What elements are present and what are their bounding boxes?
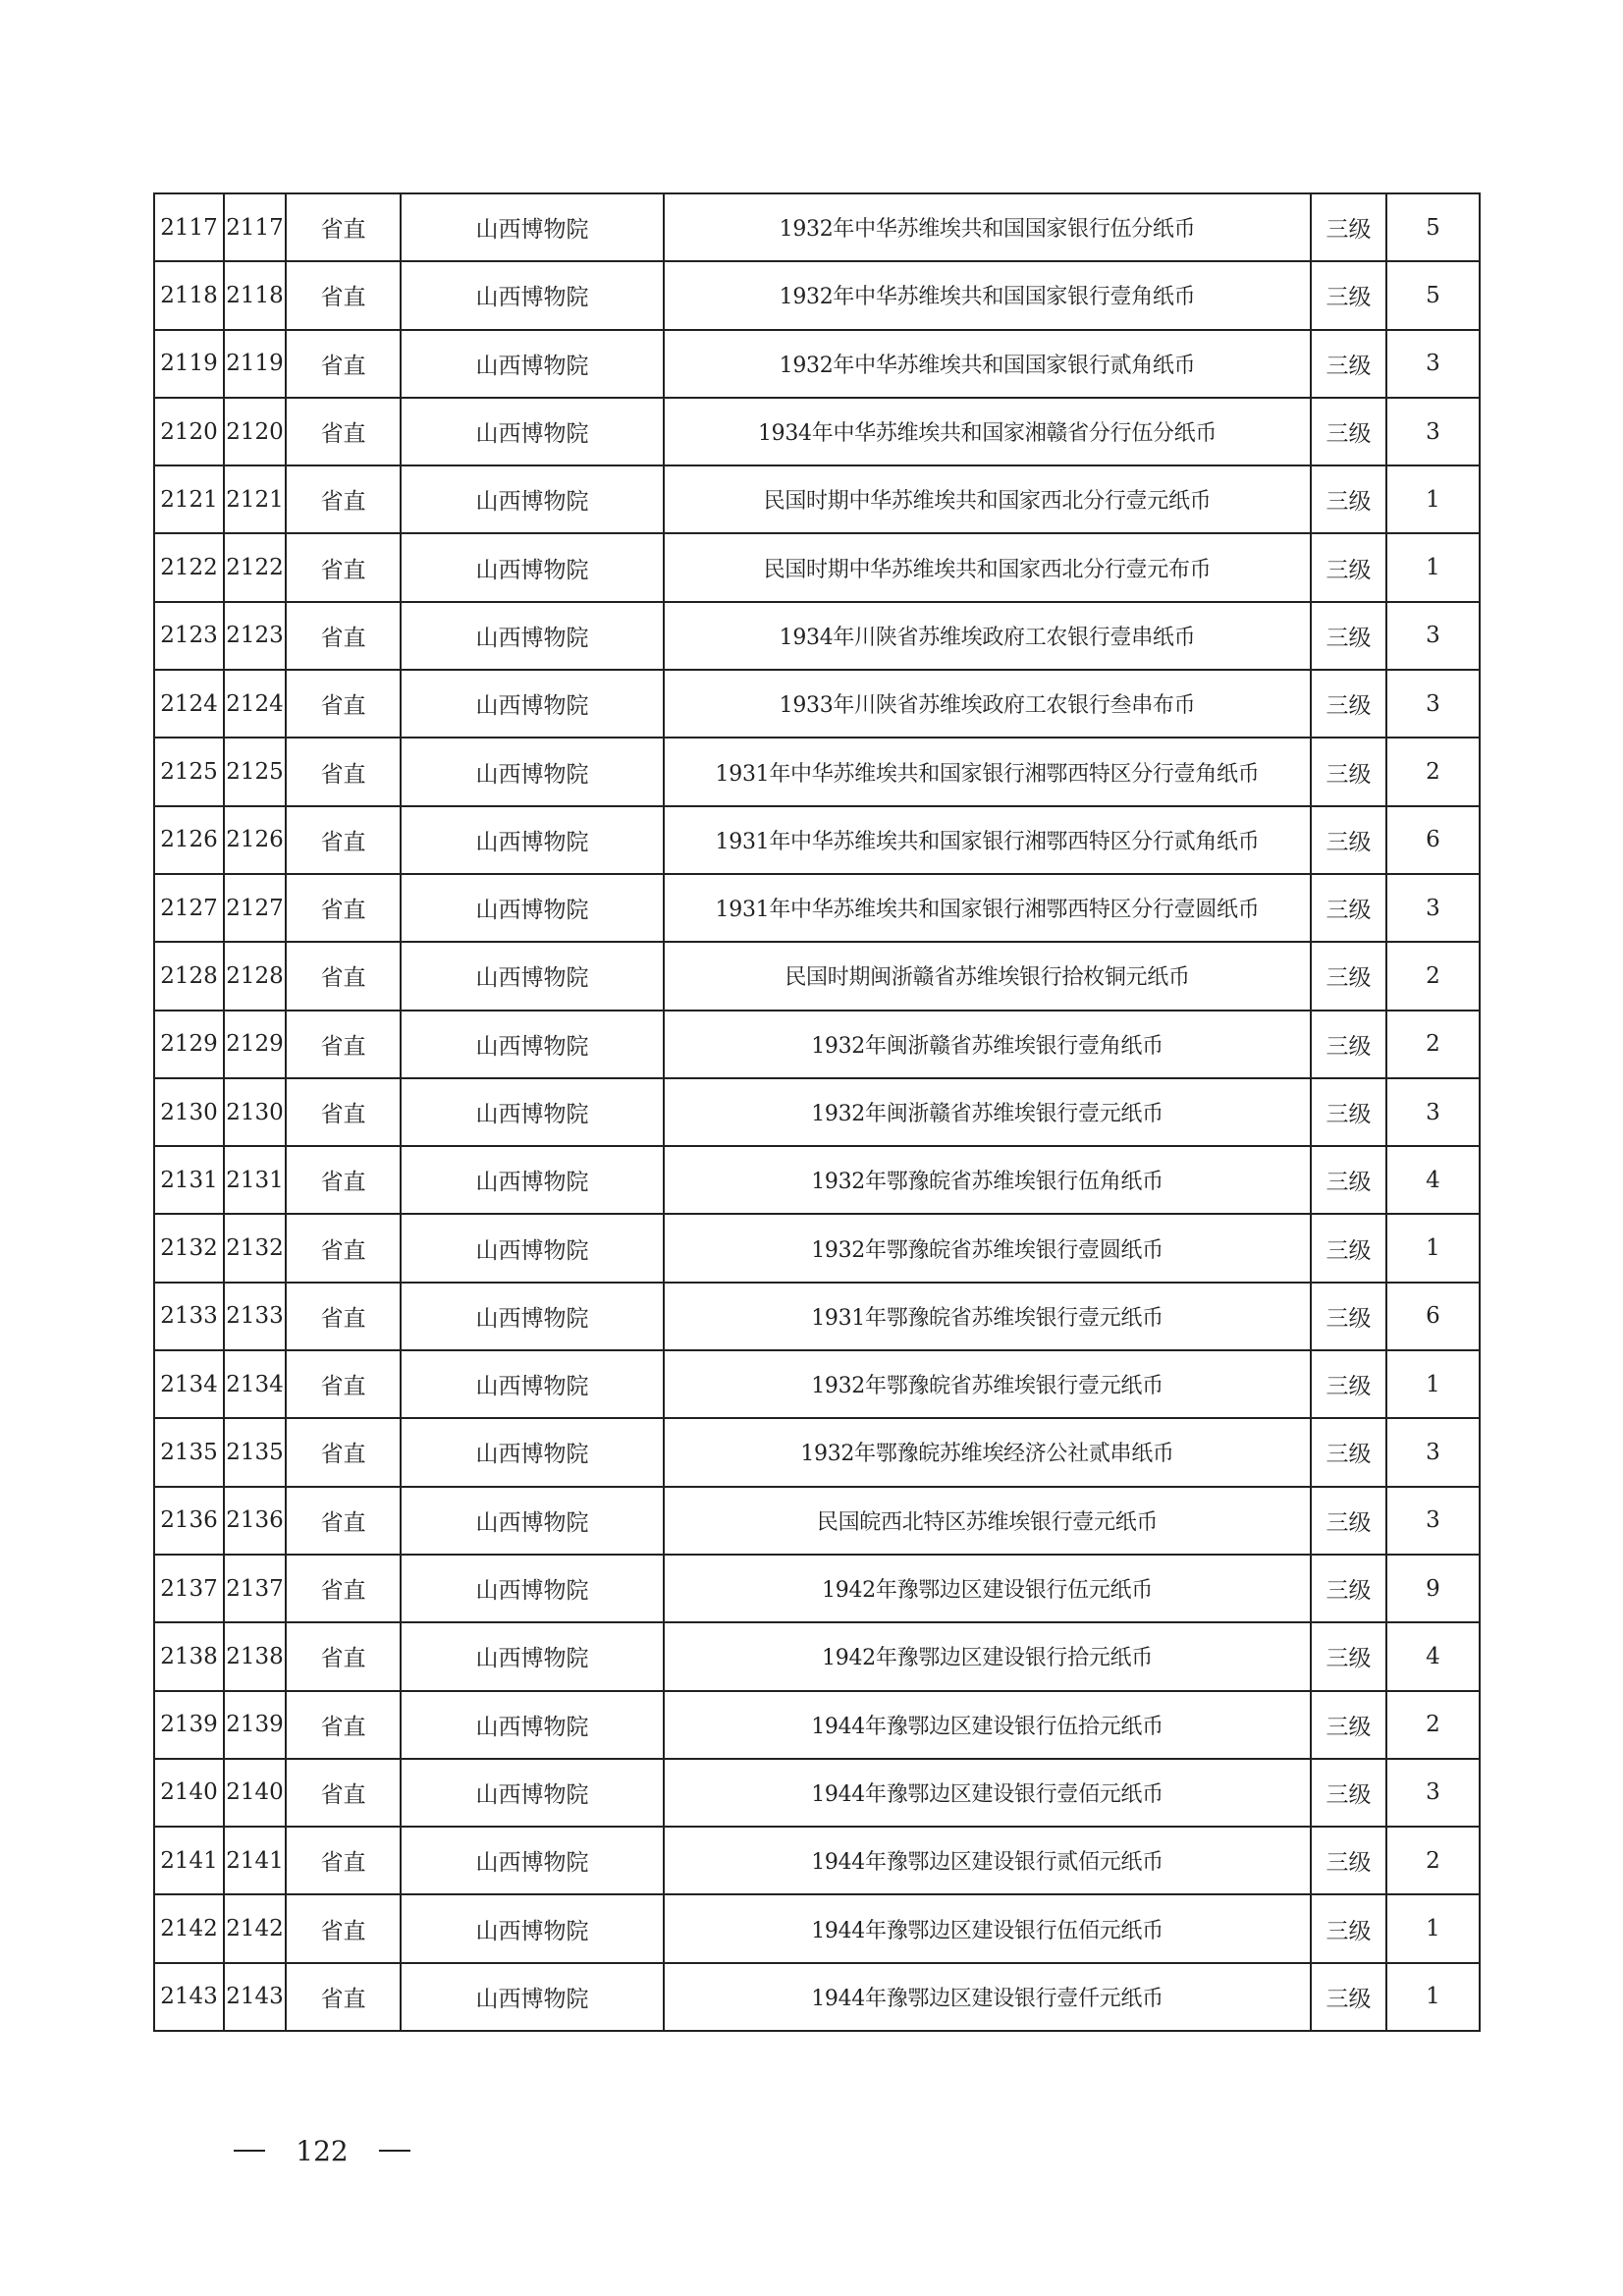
grade-cell: 三级	[1311, 1214, 1386, 1282]
table-row	[154, 1283, 1480, 1350]
relic-name-cell: 1933年川陕省苏维埃政府工农银行叁串布币	[664, 670, 1311, 738]
sequence-cell: 2140	[154, 1759, 224, 1827]
admin-cell: 省直	[286, 1827, 401, 1894]
table-row	[154, 1894, 1480, 1962]
table-row	[154, 1214, 1480, 1282]
grade-cell: 三级	[1311, 398, 1386, 465]
grade-cell: 三级	[1311, 1894, 1386, 1962]
sequence-cell: 2133	[154, 1283, 224, 1350]
unit-cell: 山西博物院	[401, 1759, 664, 1827]
quantity-cell: 3	[1386, 1759, 1480, 1827]
relic-name-cell: 民国时期中华苏维埃共和国家西北分行壹元纸币	[664, 465, 1311, 533]
sequence-cell: 2130	[154, 1078, 224, 1146]
unit-cell: 山西博物院	[401, 1418, 664, 1486]
grade-cell: 三级	[1311, 1487, 1386, 1555]
relic-catalog-table	[153, 192, 1481, 2032]
quantity-cell: 2	[1386, 1827, 1480, 1894]
number-cell: 2117	[224, 193, 286, 261]
number-cell: 2140	[224, 1759, 286, 1827]
grade-cell: 三级	[1311, 1555, 1386, 1622]
grade-cell: 三级	[1311, 602, 1386, 670]
sequence-cell: 2120	[154, 398, 224, 465]
grade-cell: 三级	[1311, 1283, 1386, 1350]
unit-cell: 山西博物院	[401, 1555, 664, 1622]
admin-cell: 省直	[286, 1011, 401, 1078]
grade-cell: 三级	[1311, 1827, 1386, 1894]
admin-cell: 省直	[286, 330, 401, 398]
quantity-cell: 5	[1386, 261, 1480, 329]
sequence-cell: 2142	[154, 1894, 224, 1962]
table-row	[154, 738, 1480, 805]
relic-name-cell: 1932年闽浙赣省苏维埃银行壹角纸币	[664, 1011, 1311, 1078]
quantity-cell: 9	[1386, 1555, 1480, 1622]
number-cell: 2133	[224, 1283, 286, 1350]
unit-cell: 山西博物院	[401, 1078, 664, 1146]
quantity-cell: 2	[1386, 1691, 1480, 1759]
table-row	[154, 1963, 1480, 2031]
grade-cell: 三级	[1311, 1963, 1386, 2031]
table-row	[154, 1350, 1480, 1418]
quantity-cell: 4	[1386, 1622, 1480, 1690]
relic-name-cell: 民国皖西北特区苏维埃银行壹元纸币	[664, 1487, 1311, 1555]
number-cell: 2124	[224, 670, 286, 738]
sequence-cell: 2129	[154, 1011, 224, 1078]
quantity-cell: 3	[1386, 874, 1480, 942]
relic-name-cell: 1934年中华苏维埃共和国家湘赣省分行伍分纸币	[664, 398, 1311, 465]
sequence-cell: 2136	[154, 1487, 224, 1555]
unit-cell: 山西博物院	[401, 1011, 664, 1078]
number-cell: 2138	[224, 1622, 286, 1690]
quantity-cell: 3	[1386, 398, 1480, 465]
quantity-cell: 2	[1386, 738, 1480, 805]
right-dash	[379, 2150, 410, 2152]
relic-name-cell: 1932年中华苏维埃共和国国家银行壹角纸币	[664, 261, 1311, 329]
page-footer	[234, 2131, 410, 2170]
relic-name-cell: 1931年中华苏维埃共和国家银行湘鄂西特区分行壹圆纸币	[664, 874, 1311, 942]
relic-name-cell: 1931年中华苏维埃共和国家银行湘鄂西特区分行壹角纸币	[664, 738, 1311, 805]
number-cell: 2118	[224, 261, 286, 329]
number-cell: 2142	[224, 1894, 286, 1962]
relic-name-cell: 1944年豫鄂边区建设银行贰佰元纸币	[664, 1827, 1311, 1894]
sequence-cell: 2141	[154, 1827, 224, 1894]
sequence-cell: 2135	[154, 1418, 224, 1486]
table-row	[154, 1487, 1480, 1555]
grade-cell: 三级	[1311, 806, 1386, 874]
unit-cell: 山西博物院	[401, 602, 664, 670]
unit-cell: 山西博物院	[401, 1350, 664, 1418]
number-cell: 2126	[224, 806, 286, 874]
admin-cell: 省直	[286, 533, 401, 601]
number-cell: 2123	[224, 602, 286, 670]
unit-cell: 山西博物院	[401, 1487, 664, 1555]
sequence-cell: 2138	[154, 1622, 224, 1690]
number-cell: 2130	[224, 1078, 286, 1146]
number-cell: 2134	[224, 1350, 286, 1418]
quantity-cell: 1	[1386, 1350, 1480, 1418]
unit-cell: 山西博物院	[401, 1214, 664, 1282]
relic-name-cell: 1932年鄂豫皖省苏维埃银行壹元纸币	[664, 1350, 1311, 1418]
admin-cell: 省直	[286, 1283, 401, 1350]
table-row	[154, 874, 1480, 942]
relic-name-cell: 1932年鄂豫皖省苏维埃银行伍角纸币	[664, 1146, 1311, 1214]
table-row	[154, 261, 1480, 329]
relic-name-cell: 1942年豫鄂边区建设银行拾元纸币	[664, 1622, 1311, 1690]
unit-cell: 山西博物院	[401, 874, 664, 942]
table-row	[154, 1418, 1480, 1486]
quantity-cell: 3	[1386, 330, 1480, 398]
sequence-cell: 2122	[154, 533, 224, 601]
grade-cell: 三级	[1311, 874, 1386, 942]
table-row	[154, 1146, 1480, 1214]
relic-name-cell: 1934年川陕省苏维埃政府工农银行壹串纸币	[664, 602, 1311, 670]
unit-cell: 山西博物院	[401, 1827, 664, 1894]
table-row	[154, 1078, 1480, 1146]
page-number: 122	[296, 2134, 349, 2167]
sequence-cell: 2137	[154, 1555, 224, 1622]
number-cell: 2137	[224, 1555, 286, 1622]
grade-cell: 三级	[1311, 1418, 1386, 1486]
admin-cell: 省直	[286, 1078, 401, 1146]
number-cell: 2120	[224, 398, 286, 465]
unit-cell: 山西博物院	[401, 942, 664, 1010]
table-row	[154, 1759, 1480, 1827]
number-cell: 2122	[224, 533, 286, 601]
unit-cell: 山西博物院	[401, 670, 664, 738]
relic-name-cell: 民国时期闽浙赣省苏维埃银行拾枚铜元纸币	[664, 942, 1311, 1010]
admin-cell: 省直	[286, 1487, 401, 1555]
relic-name-cell: 1944年豫鄂边区建设银行壹佰元纸币	[664, 1759, 1311, 1827]
grade-cell: 三级	[1311, 1146, 1386, 1214]
quantity-cell: 1	[1386, 533, 1480, 601]
number-cell: 2141	[224, 1827, 286, 1894]
admin-cell: 省直	[286, 874, 401, 942]
number-cell: 2136	[224, 1487, 286, 1555]
sequence-cell: 2119	[154, 330, 224, 398]
grade-cell: 三级	[1311, 1011, 1386, 1078]
table-row	[154, 1691, 1480, 1759]
number-cell: 2119	[224, 330, 286, 398]
admin-cell: 省直	[286, 1555, 401, 1622]
admin-cell: 省直	[286, 465, 401, 533]
table-row	[154, 1011, 1480, 1078]
table-row	[154, 602, 1480, 670]
relic-name-cell: 1932年闽浙赣省苏维埃银行壹元纸币	[664, 1078, 1311, 1146]
sequence-cell: 2131	[154, 1146, 224, 1214]
grade-cell: 三级	[1311, 1691, 1386, 1759]
unit-cell: 山西博物院	[401, 1894, 664, 1962]
table-row	[154, 670, 1480, 738]
table-row	[154, 193, 1480, 261]
grade-cell: 三级	[1311, 1622, 1386, 1690]
sequence-cell: 2132	[154, 1214, 224, 1282]
quantity-cell: 1	[1386, 1963, 1480, 2031]
sequence-cell: 2126	[154, 806, 224, 874]
admin-cell: 省直	[286, 738, 401, 805]
unit-cell: 山西博物院	[401, 1283, 664, 1350]
number-cell: 2125	[224, 738, 286, 805]
number-cell: 2131	[224, 1146, 286, 1214]
table-body	[154, 193, 1480, 2031]
grade-cell: 三级	[1311, 533, 1386, 601]
table-row	[154, 1622, 1480, 1690]
admin-cell: 省直	[286, 1963, 401, 2031]
admin-cell: 省直	[286, 1350, 401, 1418]
admin-cell: 省直	[286, 1759, 401, 1827]
relic-name-cell: 1932年中华苏维埃共和国国家银行伍分纸币	[664, 193, 1311, 261]
admin-cell: 省直	[286, 398, 401, 465]
admin-cell: 省直	[286, 1691, 401, 1759]
relic-name-cell: 民国时期中华苏维埃共和国家西北分行壹元布币	[664, 533, 1311, 601]
quantity-cell: 3	[1386, 1078, 1480, 1146]
admin-cell: 省直	[286, 261, 401, 329]
quantity-cell: 5	[1386, 193, 1480, 261]
admin-cell: 省直	[286, 1146, 401, 1214]
grade-cell: 三级	[1311, 261, 1386, 329]
admin-cell: 省直	[286, 670, 401, 738]
number-cell: 2129	[224, 1011, 286, 1078]
grade-cell: 三级	[1311, 1759, 1386, 1827]
admin-cell: 省直	[286, 942, 401, 1010]
unit-cell: 山西博物院	[401, 261, 664, 329]
unit-cell: 山西博物院	[401, 330, 664, 398]
relic-name-cell: 1932年鄂豫皖苏维埃经济公社贰串纸币	[664, 1418, 1311, 1486]
relic-name-cell: 1932年中华苏维埃共和国国家银行贰角纸币	[664, 330, 1311, 398]
sequence-cell: 2139	[154, 1691, 224, 1759]
grade-cell: 三级	[1311, 1078, 1386, 1146]
relic-name-cell: 1944年豫鄂边区建设银行伍拾元纸币	[664, 1691, 1311, 1759]
quantity-cell: 2	[1386, 1011, 1480, 1078]
unit-cell: 山西博物院	[401, 1963, 664, 2031]
unit-cell: 山西博物院	[401, 533, 664, 601]
relic-name-cell: 1931年鄂豫皖省苏维埃银行壹元纸币	[664, 1283, 1311, 1350]
relic-name-cell: 1942年豫鄂边区建设银行伍元纸币	[664, 1555, 1311, 1622]
number-cell: 2135	[224, 1418, 286, 1486]
quantity-cell: 3	[1386, 1418, 1480, 1486]
left-dash	[234, 2150, 265, 2152]
sequence-cell: 2143	[154, 1963, 224, 2031]
quantity-cell: 2	[1386, 942, 1480, 1010]
number-cell: 2121	[224, 465, 286, 533]
table-row	[154, 942, 1480, 1010]
number-cell: 2139	[224, 1691, 286, 1759]
sequence-cell: 2118	[154, 261, 224, 329]
admin-cell: 省直	[286, 602, 401, 670]
admin-cell: 省直	[286, 1622, 401, 1690]
unit-cell: 山西博物院	[401, 193, 664, 261]
number-cell: 2127	[224, 874, 286, 942]
grade-cell: 三级	[1311, 193, 1386, 261]
sequence-cell: 2121	[154, 465, 224, 533]
unit-cell: 山西博物院	[401, 1691, 664, 1759]
sequence-cell: 2125	[154, 738, 224, 805]
number-cell: 2128	[224, 942, 286, 1010]
sequence-cell: 2128	[154, 942, 224, 1010]
grade-cell: 三级	[1311, 330, 1386, 398]
admin-cell: 省直	[286, 1214, 401, 1282]
unit-cell: 山西博物院	[401, 398, 664, 465]
table-row	[154, 1555, 1480, 1622]
sequence-cell: 2117	[154, 193, 224, 261]
sequence-cell: 2134	[154, 1350, 224, 1418]
relic-name-cell: 1931年中华苏维埃共和国家银行湘鄂西特区分行贰角纸币	[664, 806, 1311, 874]
relic-name-cell: 1932年鄂豫皖省苏维埃银行壹圆纸币	[664, 1214, 1311, 1282]
grade-cell: 三级	[1311, 738, 1386, 805]
quantity-cell: 3	[1386, 602, 1480, 670]
unit-cell: 山西博物院	[401, 465, 664, 533]
quantity-cell: 3	[1386, 1487, 1480, 1555]
table-row	[154, 806, 1480, 874]
admin-cell: 省直	[286, 193, 401, 261]
unit-cell: 山西博物院	[401, 738, 664, 805]
table-row	[154, 533, 1480, 601]
number-cell: 2143	[224, 1963, 286, 2031]
grade-cell: 三级	[1311, 465, 1386, 533]
admin-cell: 省直	[286, 806, 401, 874]
table-row	[154, 465, 1480, 533]
admin-cell: 省直	[286, 1894, 401, 1962]
unit-cell: 山西博物院	[401, 1146, 664, 1214]
quantity-cell: 1	[1386, 1894, 1480, 1962]
number-cell: 2132	[224, 1214, 286, 1282]
relic-name-cell: 1944年豫鄂边区建设银行伍佰元纸币	[664, 1894, 1311, 1962]
sequence-cell: 2123	[154, 602, 224, 670]
quantity-cell: 6	[1386, 1283, 1480, 1350]
grade-cell: 三级	[1311, 670, 1386, 738]
relic-name-cell: 1944年豫鄂边区建设银行壹仟元纸币	[664, 1963, 1311, 2031]
sequence-cell: 2124	[154, 670, 224, 738]
unit-cell: 山西博物院	[401, 806, 664, 874]
table-row	[154, 330, 1480, 398]
quantity-cell: 3	[1386, 670, 1480, 738]
grade-cell: 三级	[1311, 942, 1386, 1010]
grade-cell: 三级	[1311, 1350, 1386, 1418]
quantity-cell: 1	[1386, 465, 1480, 533]
unit-cell: 山西博物院	[401, 1622, 664, 1690]
sequence-cell: 2127	[154, 874, 224, 942]
quantity-cell: 6	[1386, 806, 1480, 874]
quantity-cell: 4	[1386, 1146, 1480, 1214]
table-row	[154, 1827, 1480, 1894]
table-row	[154, 398, 1480, 465]
quantity-cell: 1	[1386, 1214, 1480, 1282]
admin-cell: 省直	[286, 1418, 401, 1486]
